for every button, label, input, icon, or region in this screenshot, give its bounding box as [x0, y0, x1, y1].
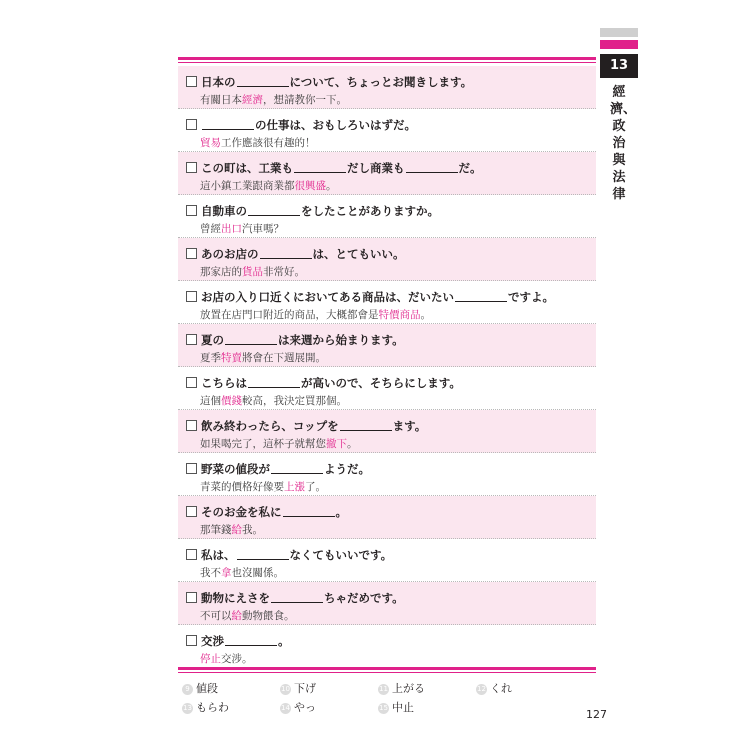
checkbox[interactable] [186, 549, 197, 560]
checkbox[interactable] [186, 377, 197, 388]
answer-choice [182, 680, 218, 696]
bottom-rule [178, 667, 596, 670]
translation-text: 曾經 [200, 223, 221, 235]
choice-text: くれ [490, 682, 512, 695]
translation-text: 我不 [200, 567, 221, 579]
question-row [178, 238, 596, 281]
question-sentence [186, 633, 290, 649]
question-text: ます。 [392, 419, 427, 433]
question-text: 私は、 [201, 548, 236, 562]
question-text: あのお店の [201, 247, 259, 261]
translation [200, 608, 295, 623]
question-text: をしたことがありますか。 [301, 204, 439, 218]
translation [200, 565, 284, 580]
translation-highlight: 上漲 [284, 481, 305, 493]
question-row [178, 281, 596, 324]
translation [200, 135, 316, 150]
answer-choice [182, 699, 229, 715]
translation-highlight: 給 [231, 610, 242, 622]
question-sentence [186, 418, 426, 434]
translation-text: 。 [347, 438, 358, 450]
answer-blank [271, 463, 323, 474]
question-list [178, 66, 596, 668]
choice-text: 値段 [196, 682, 218, 695]
question-text: 自動車の [201, 204, 247, 218]
question-sentence [186, 461, 370, 477]
question-text: 野菜の値段が [201, 462, 270, 476]
question-row [178, 539, 596, 582]
translation-text: 青菜的價格好像要 [200, 481, 284, 493]
checkbox[interactable] [186, 248, 197, 259]
question-sentence [186, 547, 392, 563]
question-sentence [186, 375, 461, 391]
question-sentence [186, 289, 554, 305]
translation-highlight: 給 [231, 524, 242, 536]
translation-highlight: 撤下 [326, 438, 347, 450]
choice-number: 9 [182, 684, 193, 695]
question-sentence [186, 117, 416, 133]
tab-bar-pink [600, 40, 638, 49]
translation-text: 了。 [305, 481, 326, 493]
answer-blank [260, 248, 312, 259]
choice-number: 10 [281, 685, 290, 693]
question-row [178, 195, 596, 238]
question-row [178, 109, 596, 152]
translation-highlight: 拿 [221, 567, 232, 579]
checkbox[interactable] [186, 592, 197, 603]
question-sentence [186, 246, 405, 262]
question-text: 夏の [201, 333, 224, 347]
question-row [178, 582, 596, 625]
top-rule-thin [178, 62, 596, 63]
translation-text: 較高，我決定買那個。 [242, 395, 347, 407]
question-row [178, 324, 596, 367]
question-text: の仕事は、おもしろいはずだ。 [255, 118, 416, 132]
answer-blank [455, 291, 507, 302]
translation-text: 汽車嗎？ [242, 223, 284, 235]
translation [200, 92, 347, 107]
checkbox[interactable] [186, 420, 197, 431]
checkbox[interactable] [186, 334, 197, 345]
translation-text: 我。 [242, 524, 263, 536]
checkbox[interactable] [186, 76, 197, 87]
translation-highlight: 經濟 [242, 94, 263, 106]
translation-text: 不可以 [200, 610, 232, 622]
question-text: 交渉 [201, 634, 224, 648]
question-text: 飲み終わったら、コップを [201, 419, 339, 433]
chapter-number: 13 [600, 54, 638, 78]
question-row [178, 410, 596, 453]
question-text: ですよ。 [508, 290, 554, 304]
translation-text: 那家店的 [200, 266, 242, 278]
question-text: ちゃだめです。 [324, 591, 404, 605]
question-text: は、とてもいい。 [312, 247, 405, 261]
choice-text: 中止 [392, 701, 414, 714]
question-text: だ。 [458, 161, 482, 175]
translation-text: 也沒關係。 [231, 567, 284, 579]
answer-blank [406, 162, 458, 173]
question-sentence [186, 504, 347, 520]
bottom-rule-thin [178, 672, 596, 673]
question-text: 。 [335, 505, 347, 519]
checkbox[interactable] [186, 119, 197, 130]
translation-text: 。 [326, 180, 337, 192]
translation-text: 交涉。 [221, 653, 253, 665]
translation [200, 393, 347, 408]
translation-text: 動物餵食。 [242, 610, 295, 622]
translation-text: 這小鎮工業跟商業都 [200, 180, 295, 192]
answer-blank [237, 549, 289, 560]
translation-text: 有關日本 [200, 94, 242, 106]
translation [200, 522, 263, 537]
choice-number: 15 [379, 704, 388, 712]
checkbox[interactable] [186, 162, 197, 173]
question-row [178, 625, 596, 668]
question-text: お店の入り口近くにおいてある商品は、だいたい [201, 290, 454, 304]
question-row [178, 453, 596, 496]
translation-highlight: 特賣 [221, 352, 242, 364]
top-rule [178, 57, 596, 60]
question-sentence [186, 74, 472, 90]
choice-number: 14 [281, 704, 290, 712]
question-text: について、ちょっとお聞きします。 [289, 75, 473, 89]
translation-highlight: 停止 [200, 653, 221, 665]
answer-blank [225, 635, 277, 646]
answer-choice [280, 699, 316, 715]
choice-text: やっ [294, 701, 316, 714]
choice-text: 上がる [392, 682, 425, 695]
translation-highlight: 出口 [221, 223, 242, 235]
question-text: 日本の [201, 75, 236, 89]
answer-choice [378, 680, 425, 696]
answer-blank [248, 377, 300, 388]
translation-highlight: 貿易 [200, 137, 221, 149]
page-number: 127 [586, 708, 607, 721]
choice-text: 下げ [294, 682, 316, 695]
question-sentence [186, 332, 404, 348]
translation-text: 夏季 [200, 352, 221, 364]
question-sentence [186, 590, 404, 606]
tab-bar-gray [600, 28, 638, 37]
question-text: 動物にえさを [201, 591, 270, 605]
question-text: ようだ。 [324, 462, 370, 476]
answer-blank [225, 334, 277, 345]
checkbox[interactable] [186, 635, 197, 646]
translation-text: 那筆錢 [200, 524, 232, 536]
checkbox[interactable] [186, 506, 197, 517]
translation-text: 放置在店門口附近的商品，大概都會是 [200, 309, 379, 321]
chapter-title: 經濟、政治與法律 [610, 85, 637, 202]
translation-text: 非常好。 [263, 266, 305, 278]
question-text: こちらは [201, 376, 247, 390]
answer-choice [378, 699, 414, 715]
question-row [178, 66, 596, 109]
translation-text: 。 [420, 309, 431, 321]
checkbox[interactable] [186, 291, 197, 302]
answer-choice [280, 680, 316, 696]
question-text: この町は、工業も [201, 161, 293, 175]
translation-highlight: 價錢 [221, 395, 242, 407]
question-text: なくてもいいです。 [289, 548, 393, 562]
translation-text: 這個 [200, 395, 221, 407]
translation-text: 如果喝完了，這杯子就幫您 [200, 438, 326, 450]
translation [200, 479, 326, 494]
checkbox[interactable] [186, 205, 197, 216]
question-row [178, 496, 596, 539]
translation [200, 264, 305, 279]
answer-blank [237, 76, 289, 87]
translation-text: 將會在下週展開。 [242, 352, 326, 364]
question-sentence [186, 203, 439, 219]
checkbox[interactable] [186, 463, 197, 474]
answer-choice [476, 680, 512, 696]
choice-text: もらわ [196, 701, 229, 714]
question-text: 。 [278, 634, 290, 648]
answer-blank [202, 119, 254, 130]
translation [200, 436, 358, 451]
question-text: だし商業も [347, 161, 405, 175]
question-text: そのお金を私に [201, 505, 282, 519]
translation [200, 350, 326, 365]
translation [200, 178, 337, 193]
question-row [178, 367, 596, 410]
translation [200, 651, 253, 666]
question-sentence [186, 160, 482, 176]
translation-highlight: 特價商品 [378, 309, 421, 321]
translation-text: 工作應該很有趣的！ [221, 137, 316, 149]
translation-highlight: 很興盛 [294, 180, 326, 192]
choice-number: 13 [183, 704, 192, 712]
question-text: が高いので、そちらにします。 [301, 376, 461, 390]
question-text: は来週から始まります。 [278, 333, 404, 347]
translation [200, 221, 284, 236]
translation-text: ，想請教你一下。 [263, 94, 347, 106]
answer-blank [294, 162, 346, 173]
answer-blank [340, 420, 392, 431]
answer-blank [283, 506, 335, 517]
choice-number: 11 [379, 685, 388, 693]
question-row [178, 152, 596, 195]
answer-blank [271, 592, 323, 603]
translation-highlight: 貨品 [242, 266, 263, 278]
answer-blank [248, 205, 300, 216]
choice-number: 12 [477, 685, 486, 693]
translation [200, 307, 431, 322]
